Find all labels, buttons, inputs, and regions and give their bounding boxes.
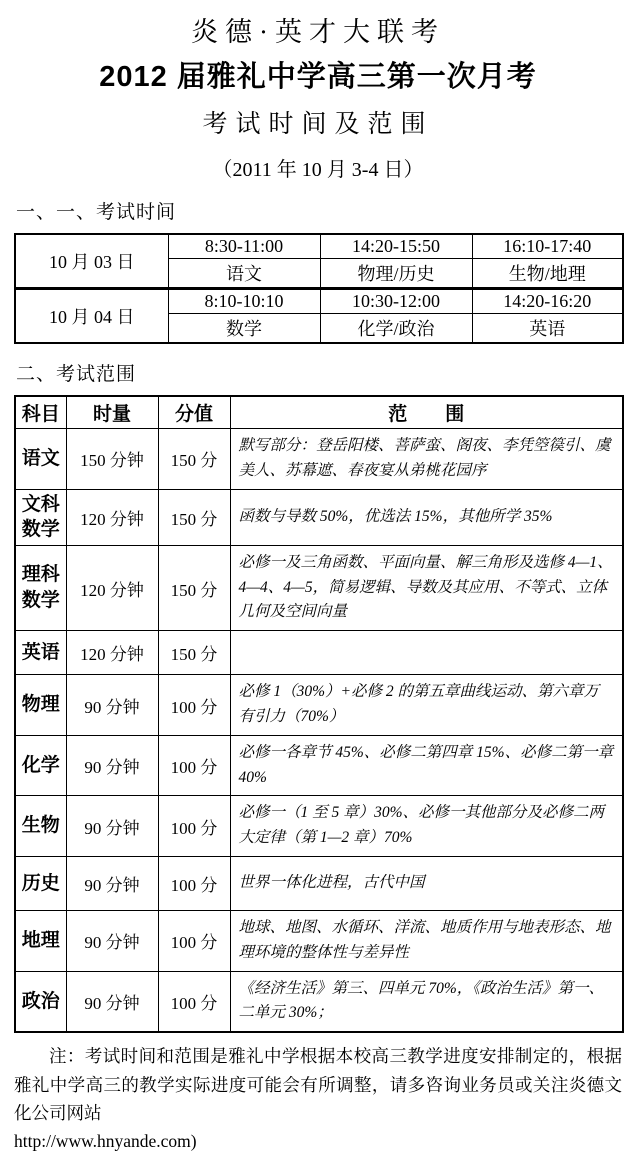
table-row [15, 234, 623, 259]
subject-cell: 历史 [15, 857, 66, 911]
exam-schedule-table [14, 233, 624, 344]
duration-cell: 90 分钟 [66, 796, 158, 857]
schedule-subject-cell: 物理/历史 [320, 259, 472, 289]
footer-note-url: http://www.hnyande.com) [14, 1131, 197, 1152]
scope-cell: 地球、地图、水循环、洋流、地质作用与地表形态、地理环境的整体性与差异性 [230, 911, 623, 972]
table-row [15, 489, 623, 545]
scope-cell [230, 631, 623, 675]
table-row [15, 796, 623, 857]
section-heading-exam-scope: 二、考试范围 [16, 364, 137, 385]
column-header-duration: 时量 [66, 396, 158, 429]
subject-cell: 生物 [15, 796, 66, 857]
duration-cell: 120 分钟 [66, 489, 158, 545]
table-row [15, 631, 623, 675]
score-cell: 150 分 [158, 429, 230, 490]
score-cell: 100 分 [158, 796, 230, 857]
column-header-subject: 科目 [15, 396, 66, 429]
scope-cell: 《经济生活》第三、四单元 70%，《政治生活》第一、二单元 30%； [230, 971, 623, 1032]
score-cell: 100 分 [158, 857, 230, 911]
score-cell: 100 分 [158, 735, 230, 796]
subject-cell: 英语 [15, 631, 66, 675]
table-row [15, 857, 623, 911]
table-header-row [15, 396, 623, 429]
subject-cell: 语文 [15, 429, 66, 490]
table-row [15, 545, 623, 630]
scope-cell: 世界一体化进程，古代中国 [230, 857, 623, 911]
duration-cell: 90 分钟 [66, 971, 158, 1032]
score-cell: 150 分 [158, 545, 230, 630]
subject-cell: 物理 [15, 675, 66, 736]
scope-cell: 必修 1（30%）+必修 2 的第五章曲线运动、第六章万有引力（70%） [230, 675, 623, 736]
schedule-date-cell: 10 月 04 日 [15, 289, 168, 344]
score-cell: 150 分 [158, 631, 230, 675]
duration-cell: 120 分钟 [66, 545, 158, 630]
score-cell: 100 分 [158, 971, 230, 1032]
duration-cell: 90 分钟 [66, 857, 158, 911]
table-row [15, 429, 623, 490]
schedule-time-cell: 14:20-15:50 [320, 234, 472, 259]
schedule-time-cell: 8:30-11:00 [168, 234, 320, 259]
subject-cell: 化学 [15, 735, 66, 796]
schedule-time-cell: 8:10-10:10 [168, 289, 320, 314]
schedule-subject-cell: 数学 [168, 314, 320, 344]
subject-cell: 理科数学 [15, 545, 66, 630]
scope-cell: 函数与导数 50%，优选法 15%，其他所学 35% [230, 489, 623, 545]
column-header-scope: 范 围 [230, 396, 623, 429]
duration-cell: 150 分钟 [66, 429, 158, 490]
duration-cell: 120 分钟 [66, 631, 158, 675]
scope-cell: 必修一各章节 45%、必修二第四章 15%、必修二第一章 40% [230, 735, 623, 796]
schedule-subject-cell: 语文 [168, 259, 320, 289]
scope-cell: 默写部分：登岳阳楼、菩萨蛮、阁夜、李凭箜篌引、虞美人、苏幕遮、春夜宴从弟桃花园序 [230, 429, 623, 490]
table-row [15, 971, 623, 1032]
exam-date-line: （2011 年 10 月 3-4 日） [212, 159, 424, 181]
subject-cell: 文科数学 [15, 489, 66, 545]
schedule-time-cell: 16:10-17:40 [472, 234, 623, 259]
schedule-time-cell: 14:20-16:20 [472, 289, 623, 314]
document-subtitle: 考试时间及范围 [202, 111, 434, 138]
table-row [15, 289, 623, 314]
subject-cell: 政治 [15, 971, 66, 1032]
table-row [15, 735, 623, 796]
score-cell: 100 分 [158, 675, 230, 736]
scope-cell: 必修一及三角函数、平面向量、解三角形及选修 4—1、4—4、4—5，简易逻辑、导数及其应用、不等式、立体几何及空间向量 [230, 545, 623, 630]
score-cell: 100 分 [158, 911, 230, 972]
subject-cell: 地理 [15, 911, 66, 972]
score-cell: 150 分 [158, 489, 230, 545]
footer-note-text: 注：考试时间和范围是雅礼中学根据本校高三教学进度安排制定的，根据雅礼中学高三的教学实际进度可能会有所调整，请多咨询业务员或关注炎德文化公司网站 [14, 1046, 622, 1123]
exam-scope-table [14, 395, 624, 1033]
column-header-score: 分值 [158, 396, 230, 429]
schedule-subject-cell: 化学/政治 [320, 314, 472, 344]
schedule-subject-cell: 生物/地理 [472, 259, 623, 289]
schedule-date-cell: 10 月 03 日 [15, 234, 168, 289]
brand-title: 炎德·英才大联考 [191, 17, 445, 47]
schedule-subject-cell: 英语 [472, 314, 623, 344]
table-row [15, 675, 623, 736]
exam-title: 2012 届雅礼中学高三第一次月考 [99, 61, 537, 93]
table-row [15, 911, 623, 972]
duration-cell: 90 分钟 [66, 735, 158, 796]
schedule-time-cell: 10:30-12:00 [320, 289, 472, 314]
section-heading-exam-time: 一、一、考试时间 [16, 202, 177, 223]
duration-cell: 90 分钟 [66, 675, 158, 736]
duration-cell: 90 分钟 [66, 911, 158, 972]
scope-cell: 必修一（1 至 5 章）30%、必修一其他部分及必修二两大定律（第 1—2 章）70% [230, 796, 623, 857]
